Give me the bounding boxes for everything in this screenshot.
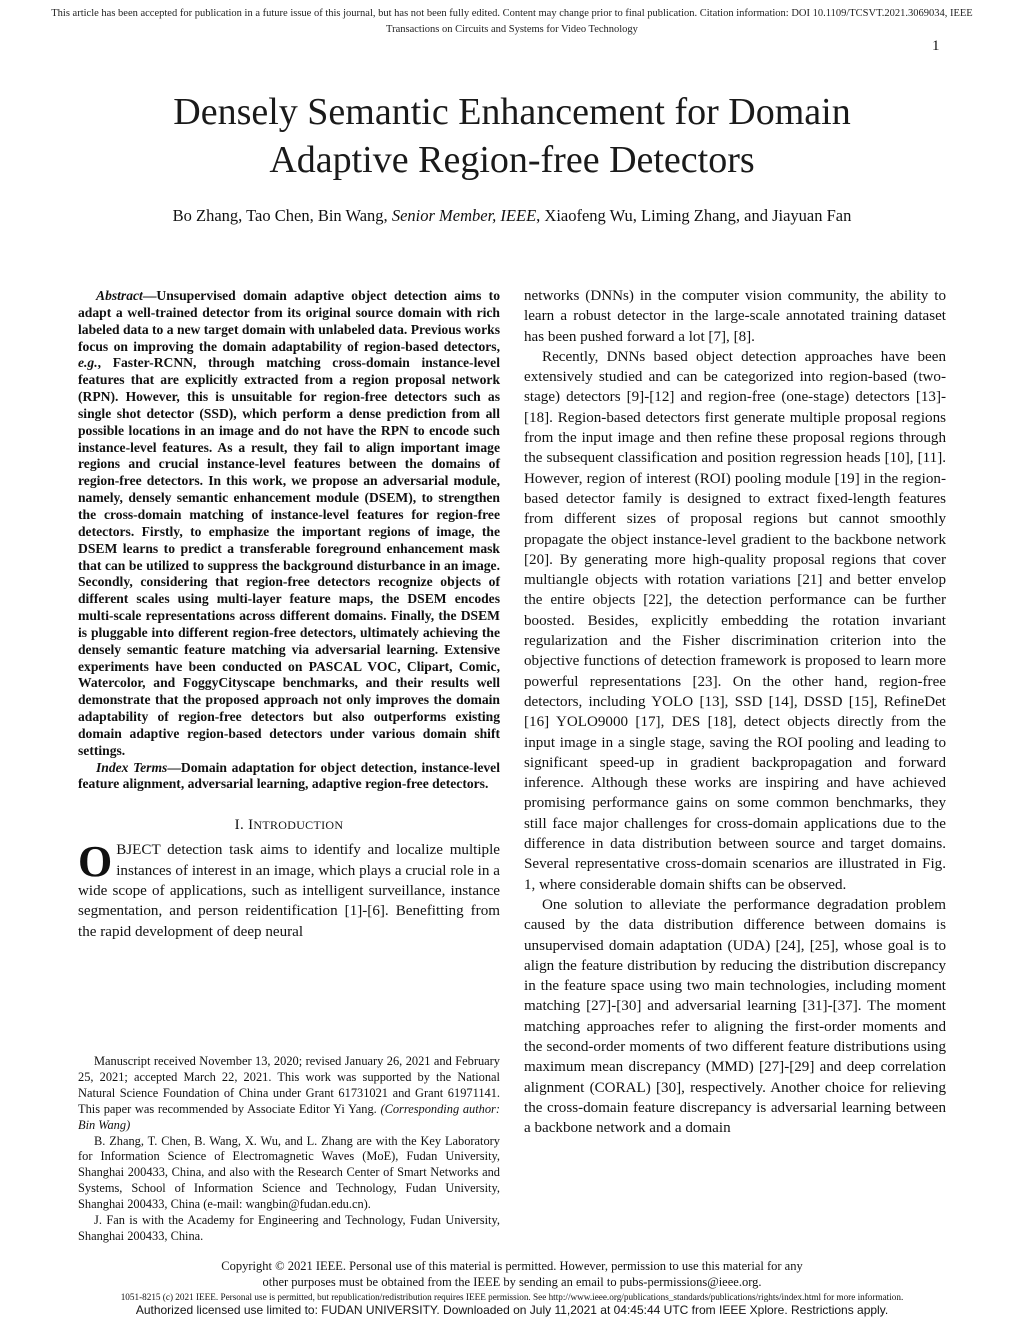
footnote-affiliation-1: B. Zhang, T. Chen, B. Wang, X. Wu, and L. Zhang are with the Key Laboratory for Information Science of Electromagnetic Waves (MoE), Fudan University, Shanghai 200433, China, and also with the Research Center of Smart Networks and Systems, School of Information Science and Technology, Fudan University, Shanghai 200433, China (e-mail: wangbin@fudan.edu.cn). xyxy=(78,1133,500,1212)
index-terms-text: —Domain adaptation for object detection, instance-level feature alignment, adversarial learning, adaptive region-free detectors. xyxy=(78,759,500,792)
title-line-2: Adaptive Region-free Detectors xyxy=(269,139,755,181)
intro-paragraph-1 xyxy=(78,837,500,941)
footnote-1-text: Manuscript received November 13, 2020; revised January 26, 2021 and February 25, 2021; accepted March 22, 2021. This work was supported by the National Natural Science Foundation of China under Grant 61731021 and Grant 61971141. This paper was recommended by Associate Editor Yi Yang. xyxy=(78,1054,500,1116)
abstract-text: —Unsupervised domain adaptive object detection aims to adapt a well-trained detector from its original source domain with rich labeled data to a new target domain with unlabeled data. Previous works focus on improving the domain adaptability of region-based detectors, xyxy=(78,288,500,354)
footnotes xyxy=(78,1054,500,1245)
paper-title xyxy=(0,88,1024,184)
section-numeral: I. xyxy=(234,817,249,834)
footnote-affiliation-2: J. Fan is with the Academy for Engineering and Technology, Fudan University, Shanghai 200433, China. xyxy=(78,1213,500,1243)
ieee-smallprint: 1051-8215 (c) 2021 IEEE. Personal use is permitted, but republication/redistribution requires IEEE permission. See http://www.ieee.org/publications_standards/publications/rights/index.html for more information. xyxy=(120,1292,904,1302)
abstract xyxy=(78,288,500,760)
author-list xyxy=(0,206,1024,226)
right-paragraph-3: One solution to alleviate the performance degradation problem caused by the data distribution difference between domains is unsupervised domain adaptation (UDA) [24], [25], whose goal is to align the feature distribution by reducing the distribution discrepancy in the feature space using two main technologies, including moment matching [27]-[30] and adversarial learning [31]-[37]. The moment matching approaches refer to aligning the first-order moments and the second-order moments of two different feature distributions using maximum mean discrepancy (MMD) [27]-[29] and deep correlation alignment (CORAL) [30], respectively. Another choice for relieving the cross-domain feature discrepancy is adversarial learning between a backbone network and a domain xyxy=(524,896,946,1137)
section-first-letter: I xyxy=(248,817,254,834)
section-rest: NTRODUCTION xyxy=(253,818,344,833)
index-terms-label: Index Terms xyxy=(96,759,168,775)
notice-line-1: This article has been accepted for publication in a future issue of this journal, but has not been fully edited. Content may change prior to final publication. Citation information: DOI 10.1109/TCSVT.2021.3069034, IEEE xyxy=(51,8,973,19)
authors-after: , Xiaofeng Wu, Liming Zhang, and Jiayuan Fan xyxy=(536,206,852,225)
copyright-notice xyxy=(0,1258,1024,1290)
footnote-corresponding: (Corresponding author: Bin Wang) xyxy=(78,1101,500,1132)
authorized-use-notice: Authorized licensed use limited to: FUDAN UNIVERSITY. Downloaded on July 11,2021 at 04:45:44 UTC from IEEE Xplore. Restrictions apply. xyxy=(135,1303,889,1317)
copyright-line-1: Copyright © 2021 IEEE. Personal use of this material is permitted. However, permission to use this material for any xyxy=(221,1259,803,1273)
abstract-text-2: , Faster-RCNN, through matching cross-domain instance-level features that are explicitly extracted from a region proposal network (RPN). However, this is unsuitable for region-free detectors such as single shot detector (SSD), which perform a dense prediction from all possible locations in an image and do not have the RPN to encode such instance-level features. As a result, they fail to align important image regions and crucial instance-level features between the domains of region-free detectors. In this work, we propose an adversarial module, namely, densely semantic enhancement module (DSEM), to strengthen the cross-domain matching of instance-level features for region-free detectors. Firstly, to emphasize the important regions of image, the DSEM learns to predict a transferable foreground enhancement mask that can be utilized to suppress the background disturbance in an image. Secondly, considering that region-free detectors recognize objects of different scales using multi-layer feature maps, the DSEM encodes multi-scale representations across different domains. Finally, the DSEM is pluggable into different region-free detectors, ultimately achieving the densely semantic feature matching via adversarial learning. Extensive experiments have been conducted on PASCAL VOC, Clipart, Comic, Watercolor, and FoggyCityscape benchmarks, and their results well demonstrate that the proposed approach not only improves the domain adaptability of region-free detectors but also outperforms existing domain adaptive region-based detectors under various domain shift settings. xyxy=(78,355,500,758)
page-number: 1 xyxy=(932,38,940,54)
index-terms xyxy=(78,760,500,794)
right-column xyxy=(524,286,946,1138)
right-paragraph-2: Recently, DNNs based object detection approaches have been extensively studied and can be categorized into region-based (two-stage) detectors [9]-[12] and region-free (one-stage) detectors [13]-[18]. Region-based detectors first generate multiple proposal regions from the input image and then refine these proposal regions through the subsequent classification and position regression heads [10], [11]. However, region of interest (ROI) pooling module [19] in the region-based detector family is designed to extract fixed-length features from different sizes of proposal regions but cannot smoothly propagate the object instance-level gradient to the backbone network [20]. By generating more high-quality proposal regions that cover multiangle objects with rotation variations [21] and better envelop the entire objects [22], the detection performance can be further boosted. Besides, explicitly embedding the rotation invariant regularization and the Fisher discrimination criterion into the objective functions of detection framework is proposed to learn more powerful representations [23]. On the other hand, region-free detectors, including YOLO [13], SSD [14], DSSD [15], RefineDet [16] YOLO9000 [17], DES [18], detect objects directly from the input image in a single stage, saving the ROI pooling and leading to significant speed-up in gradient backpropagation and forward inference. Although these works are inspiring and have achieved promising performance gains on some common benchmarks, they still face major challenges for cross-domain applications due to the difference in data distribution between source and target domains. Several representative cross-domain scenarios are illustrated in Fig. 1, where considerable domain shifts can be observed. xyxy=(524,348,946,893)
right-paragraph-continued: networks (DNNs) in the computer vision community, the ability to learn a robust detector in the large-scale annotated training dataset has been pushed forward a lot [7], [8]. xyxy=(524,288,946,345)
section-heading-introduction xyxy=(78,817,500,834)
authors-role: Senior Member, IEEE xyxy=(391,206,537,225)
drop-cap: O xyxy=(78,837,113,887)
title-line-1: Densely Semantic Enhancement for Domain xyxy=(173,91,851,133)
journal-notice xyxy=(0,6,1024,38)
copyright-line-2: other purposes must be obtained from the IEEE by sending an email to pubs-permissions@ieee.org. xyxy=(262,1275,762,1289)
abstract-label: Abstract xyxy=(96,288,143,303)
intro-p1-text: BJECT detection task aims to identify and localize multiple instances of interest in an image, which plays a crucial role in a wide scope of applications, such as intelligent surveillance, instance segmentation, and person reidentification [1]-[6]. Benefitting from the rapid development of deep neural xyxy=(78,842,500,940)
left-column xyxy=(78,288,500,942)
footnote-manuscript xyxy=(78,1054,500,1134)
abstract-eg: e.g. xyxy=(78,355,98,371)
notice-line-2: Transactions on Circuits and Systems for Video Technology xyxy=(386,24,638,35)
authors-before: Bo Zhang, Tao Chen, Bin Wang, xyxy=(172,206,392,225)
